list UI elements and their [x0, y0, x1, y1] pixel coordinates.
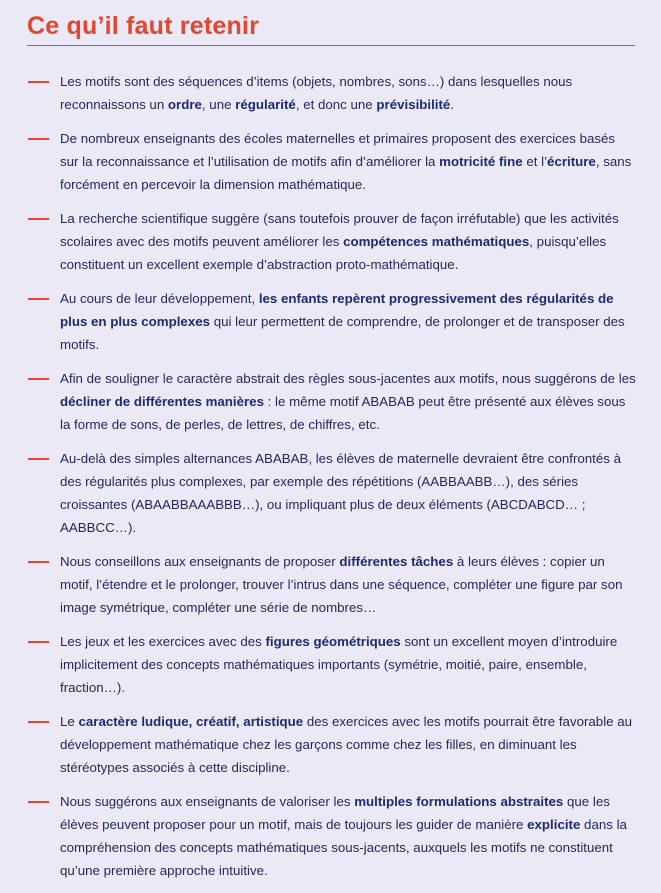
emphasis-text: compétences mathématiques [343, 234, 530, 249]
bullet-dash-icon [28, 561, 49, 563]
list-item-text [60, 550, 636, 619]
title-underline [27, 45, 635, 46]
text-segment: Les jeux et les exercices avec des [60, 634, 266, 649]
emphasis-text: décliner de différentes manières [60, 394, 264, 409]
list-item-text [60, 70, 636, 116]
bullet-dash-icon [28, 378, 49, 380]
list-item [28, 207, 636, 276]
text-segment: des exercices avec les motifs pourrait être favorable au développement mathématique chez les garçons comme chez les filles, en diminuant les stéréotypes associés à cette discipline. [60, 714, 633, 775]
text-segment: : le même motif ABABAB peut être présenté aux élèves sous la forme de sons, de perles, de lettres, de chiffres, etc. [60, 394, 626, 432]
emphasis-text: différentes tâches [339, 554, 454, 569]
emphasis-text: les enfants repèrent progressivement des régularités de plus en plus complexes [60, 291, 614, 329]
text-segment: , une [201, 97, 236, 112]
emphasis-text: caractère ludique, créatif, artistique [78, 714, 304, 729]
emphasis-text: explicite [527, 817, 581, 832]
list-item [28, 710, 636, 779]
text-segment: De nombreux enseignants des écoles maternelles et primaires proposent des exercices basés sur la reconnaissance et l’utilisation de motifs afin d’améliorer la [60, 131, 616, 169]
list-item-text [60, 447, 636, 539]
text-segment: Le [60, 714, 79, 729]
emphasis-text: prévisibilité [376, 97, 451, 112]
list-item [28, 287, 636, 356]
text-segment: qui leur permettent de comprendre, de prolonger et de transposer des motifs. [60, 314, 625, 352]
list-item-text [60, 630, 636, 699]
page-title: Ce qu’il faut retenir [27, 12, 260, 40]
list-item [28, 70, 636, 116]
list-item-text [60, 287, 636, 356]
emphasis-text: motricité fine [439, 154, 523, 169]
text-segment: , puisqu’elles constituent un excellent exemple d’abstraction proto-mathématique. [60, 234, 607, 272]
bullet-dash-icon [28, 458, 49, 460]
text-segment: à leurs élèves : copier un motif, l’étendre et le prolonger, trouver l’intrus dans une séquence, compléter une figure par son image symétrique, compléter une série de nombres… [60, 554, 623, 615]
list-item [28, 630, 636, 699]
list-item-text [60, 710, 636, 779]
list-item [28, 127, 636, 196]
text-segment: que les élèves peuvent proposer pour un motif, mais de toujours les guider de manière [60, 794, 610, 832]
bullet-dash-icon [28, 298, 49, 300]
bullet-dash-icon [28, 218, 49, 220]
list-item-text [60, 790, 636, 882]
bullet-dash-icon [28, 801, 49, 803]
list-item [28, 367, 636, 436]
emphasis-text: figures géométriques [265, 634, 401, 649]
key-points-list [28, 70, 636, 893]
emphasis-text: multiples formulations abstraites [354, 794, 564, 809]
text-segment: Les motifs sont des séquences d’items (objets, nombres, sons…) dans lesquelles nous reconnaissons un [60, 74, 573, 112]
list-item [28, 790, 636, 882]
list-item-text [60, 367, 636, 436]
bullet-dash-icon [28, 81, 49, 83]
text-segment: Afin de souligner le caractère abstrait des règles sous-jacentes aux motifs, nous suggérons de les [60, 371, 636, 386]
text-segment: La recherche scientifique suggère (sans toutefois prouver de façon irréfutable) que les activités scolaires avec des motifs peuvent améliorer les [60, 211, 619, 249]
bullet-dash-icon [28, 138, 49, 140]
text-segment: et l’ [522, 154, 548, 169]
text-segment: . [450, 97, 455, 112]
list-item [28, 550, 636, 619]
text-segment: Nous conseillons aux enseignants de proposer [60, 554, 340, 569]
list-item-text [60, 127, 636, 196]
list-item-text [60, 207, 636, 276]
text-segment: , sans forcément en percevoir la dimension mathématique. [60, 154, 632, 192]
list-item [28, 447, 636, 539]
emphasis-text: ordre [167, 97, 202, 112]
text-segment: dans la compréhension des concepts mathématiques sous-jacents, auxquels les motifs ne constituent qu’une première approche intuitive. [60, 817, 627, 878]
emphasis-text: régularité [235, 97, 296, 112]
text-segment: Au cours de leur développement, [60, 291, 259, 306]
bullet-dash-icon [28, 721, 49, 723]
text-segment: , et donc une [295, 97, 377, 112]
text-segment: Au-delà des simples alternances ABABAB, les élèves de maternelle devraient être confrontés à des régularités plus complexes, par exemple des répétitions (AABBAABB…), des séries croissantes (ABAABBAAABBB…), ou impliquant plus de deux éléments (ABCDABCD… ; AABBCC…). [60, 451, 621, 535]
text-segment: Nous suggérons aux enseignants de valoriser les [60, 794, 355, 809]
text-segment: sont un excellent moyen d’introduire implicitement des concepts mathématiques importants (symétrie, moitié, paire, ensemble, fraction…). [60, 634, 618, 695]
emphasis-text: écriture [547, 154, 596, 169]
bullet-dash-icon [28, 641, 49, 643]
